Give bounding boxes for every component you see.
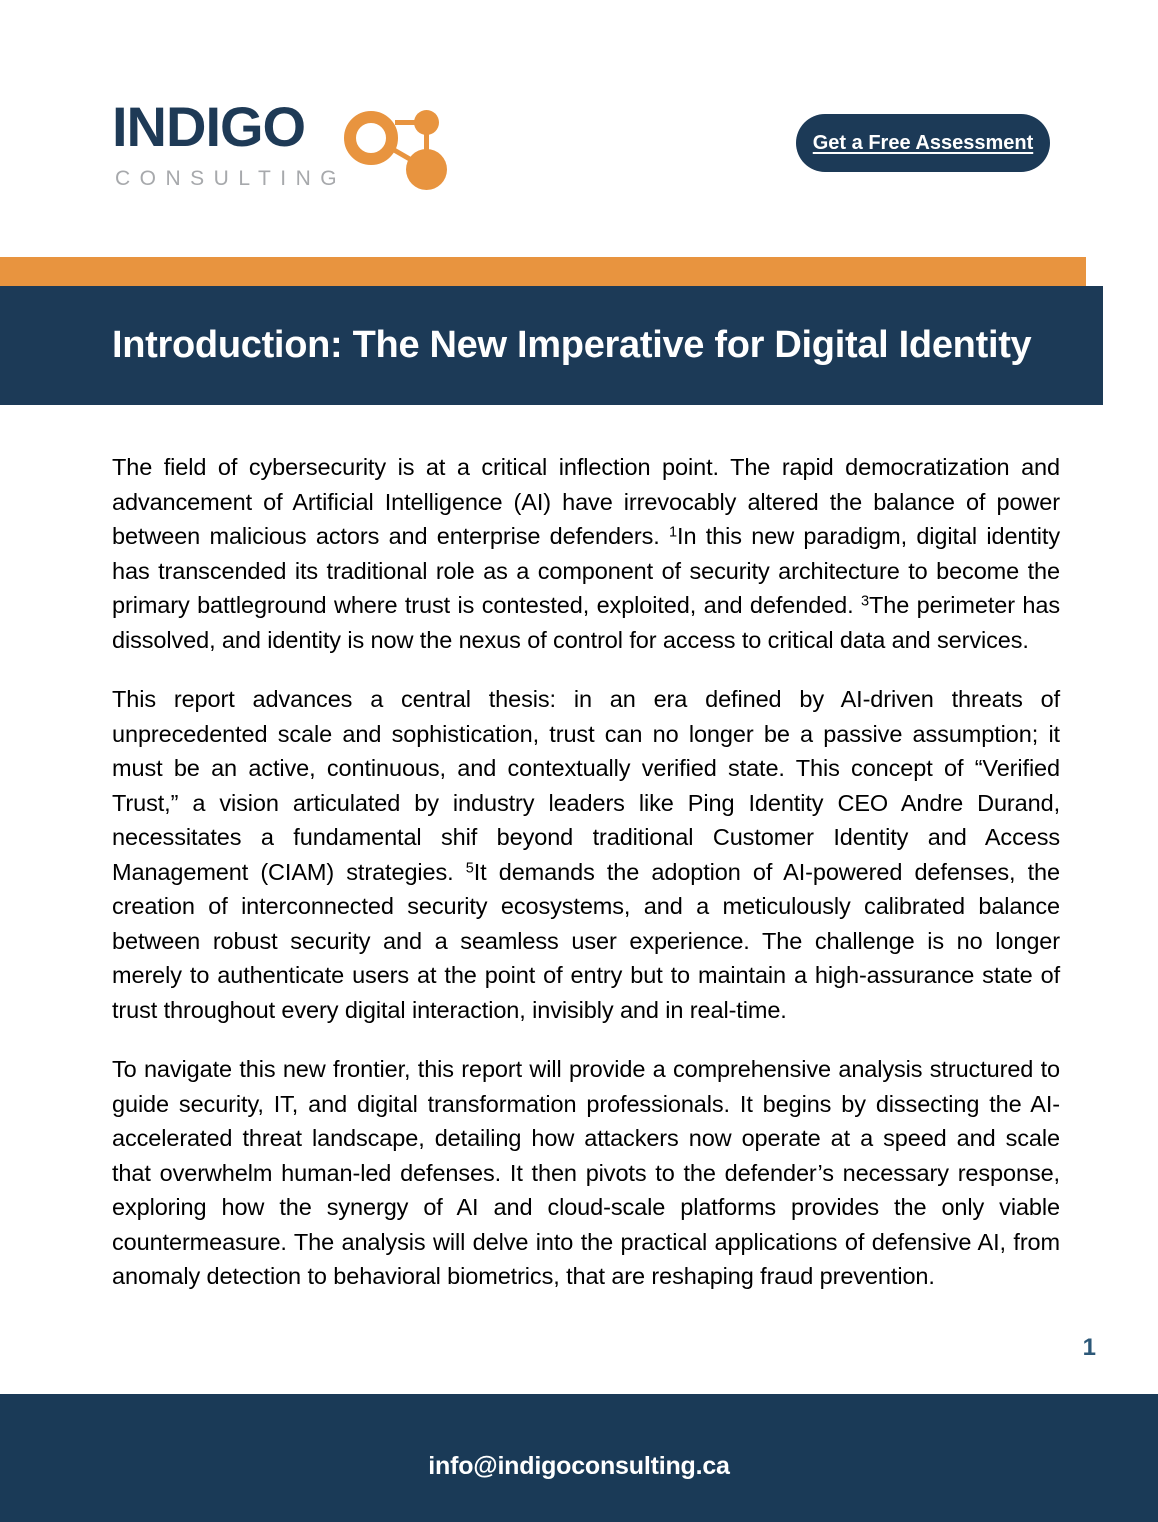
page-number: 1 bbox=[1082, 1334, 1096, 1361]
paragraph-1-part-a: The field of cybersecurity is at a critical inflection point. The rapid democratization and advancement of Artificial Intelligence (AI) have irrevocably altered the balance of power between malicious actors and enterprise defenders. bbox=[112, 454, 1060, 549]
logo-ring-shape bbox=[344, 111, 398, 165]
logo-node-small-shape bbox=[414, 110, 439, 135]
paragraph-1-part-b: In this new paradigm, digital identity has transcended its traditional role as a component of security architecture to become the primary battleground where trust is contested, exploited, and defended. bbox=[112, 523, 1061, 618]
logo-node-large-shape bbox=[406, 149, 447, 190]
network-nodes-icon bbox=[344, 102, 454, 208]
footnote-ref-5: 5 bbox=[465, 860, 474, 877]
section-title-banner bbox=[0, 286, 1103, 405]
paragraph-2-part-a: This report advances a central thesis: in an era defined by AI-driven threats of unprecedented scale and sophistication, trust can no longer be a passive assumption; it must be an active, continuous, and contextually verified state. This concept of “Verified Trust,” a vision articulated by industry leaders like Ping Identity CEO Andre Durand, necessitates a fundamental shif beyond traditional Customer Identity and Access Management (CIAM) strategies. bbox=[112, 686, 1060, 885]
paragraph-1 bbox=[112, 450, 1060, 657]
footnote-ref-3: 3 bbox=[861, 593, 870, 610]
paragraph-2 bbox=[112, 682, 1060, 1027]
get-free-assessment-button[interactable] bbox=[796, 114, 1050, 172]
paragraph-1-part-c: The perimeter has dissolved, and identity is now the nexus of control for access to critical data and services. bbox=[112, 592, 1061, 653]
footer-email-link[interactable]: info@indigoconsulting.ca bbox=[428, 1452, 730, 1480]
page-footer bbox=[0, 1394, 1158, 1522]
document-body bbox=[112, 450, 1060, 1294]
paragraph-2-part-b: It demands the adoption of AI-powered defenses, the creation of interconnected security ecosystems, and a meticulously calibrated balance between robust security and a seamless user experience. The challenge is no longer merely to authenticate users at the point of entry but to maintain a high-assurance state of trust throughout every digital interaction, invisibly and in real-time. bbox=[112, 858, 1060, 1023]
logo-subtitle-text: CONSULTING bbox=[115, 167, 347, 190]
paragraph-3: To navigate this new frontier, this report will provide a comprehensive analysis structured to guide security, IT, and digital transformation professionals. It begins by dissecting the AI-accelerated threat landscape, detailing how attackers now operate at a speed and scale that overwhelm human-led defenses. It then pivots to the defender’s necessary response, exploring how the synergy of AI and cloud-scale platforms provides the only viable countermeasure. The analysis will delve into the practical applications of defensive AI, from anomaly detection to behavioral biometrics, that are reshaping fraud prevention. bbox=[112, 1056, 1060, 1289]
logo-wordmark-text: INDIGO bbox=[112, 95, 306, 158]
cta-button-label: Get a Free Assessment bbox=[812, 131, 1034, 154]
footnote-ref-1: 1 bbox=[669, 524, 678, 541]
page-header bbox=[0, 0, 1158, 248]
orange-accent-bar bbox=[0, 257, 1086, 286]
page-title: Introduction: The New Imperative for Digital Identity bbox=[112, 324, 1032, 366]
brand-logo[interactable] bbox=[112, 96, 412, 208]
